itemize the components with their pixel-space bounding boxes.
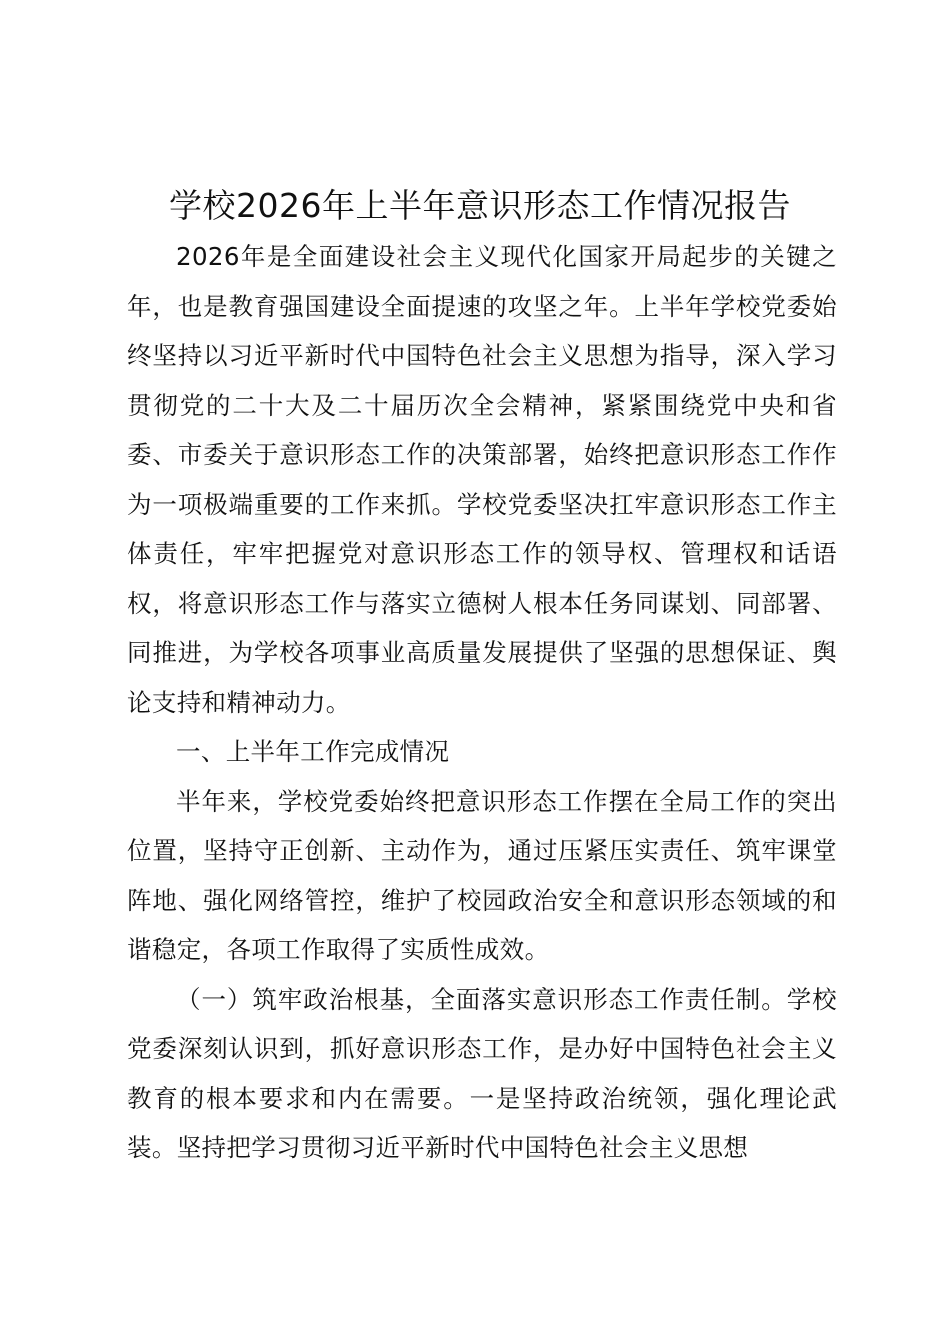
document-title: 学校2026年上半年意识形态工作情况报告 <box>169 186 791 225</box>
paragraph-intro: 2026年是全面建设社会主义现代化国家开局起步的关键之年，也是教育强国建设全面提速的攻坚之年。上半年学校党委始终坚持以习近平新时代中国特色社会主义思想为指导，深入学习贯彻党的二十大及二十届历次全会精神，紧紧围绕党中央和省委、市委关于意识形态工作的决策部署，始终把意识形态工作作为一项极端重要的工作来抓。学校党委坚决扛牢意识形态工作主体责任，牢牢把握党对意识形态工作的领导权、管理权和话语权，将意识形态工作与落实立德树人根本任务同谋划、同部署、同推进，为学校各项事业高质量发展提供了坚强的思想保证、舆论支持和精神动力。 <box>127 242 837 717</box>
paragraph-subsection-1: （一）筑牢政治根基，全面落实意识形态工作责任制。学校党委深刻认识到，抓好意识形态工作，是办好中国特色社会主义教育的根本要求和内在需要。一是坚持政治统领，强化理论武装。坚持把学习贯彻习近平新时代中国特色社会主义思想 <box>127 984 837 1162</box>
paragraph-section-1-summary: 半年来，学校党委始终把意识形态工作摆在全局工作的突出位置，坚持守正创新、主动作为，通过压紧压实责任、筑牢课堂阵地、强化网络管控，维护了校园政治安全和意识形态领域的和谐稳定，各项工作取得了实质性成效。 <box>127 786 837 964</box>
section-heading-1: 一、上半年工作完成情况 <box>176 737 450 766</box>
document-body <box>127 232 837 1173</box>
